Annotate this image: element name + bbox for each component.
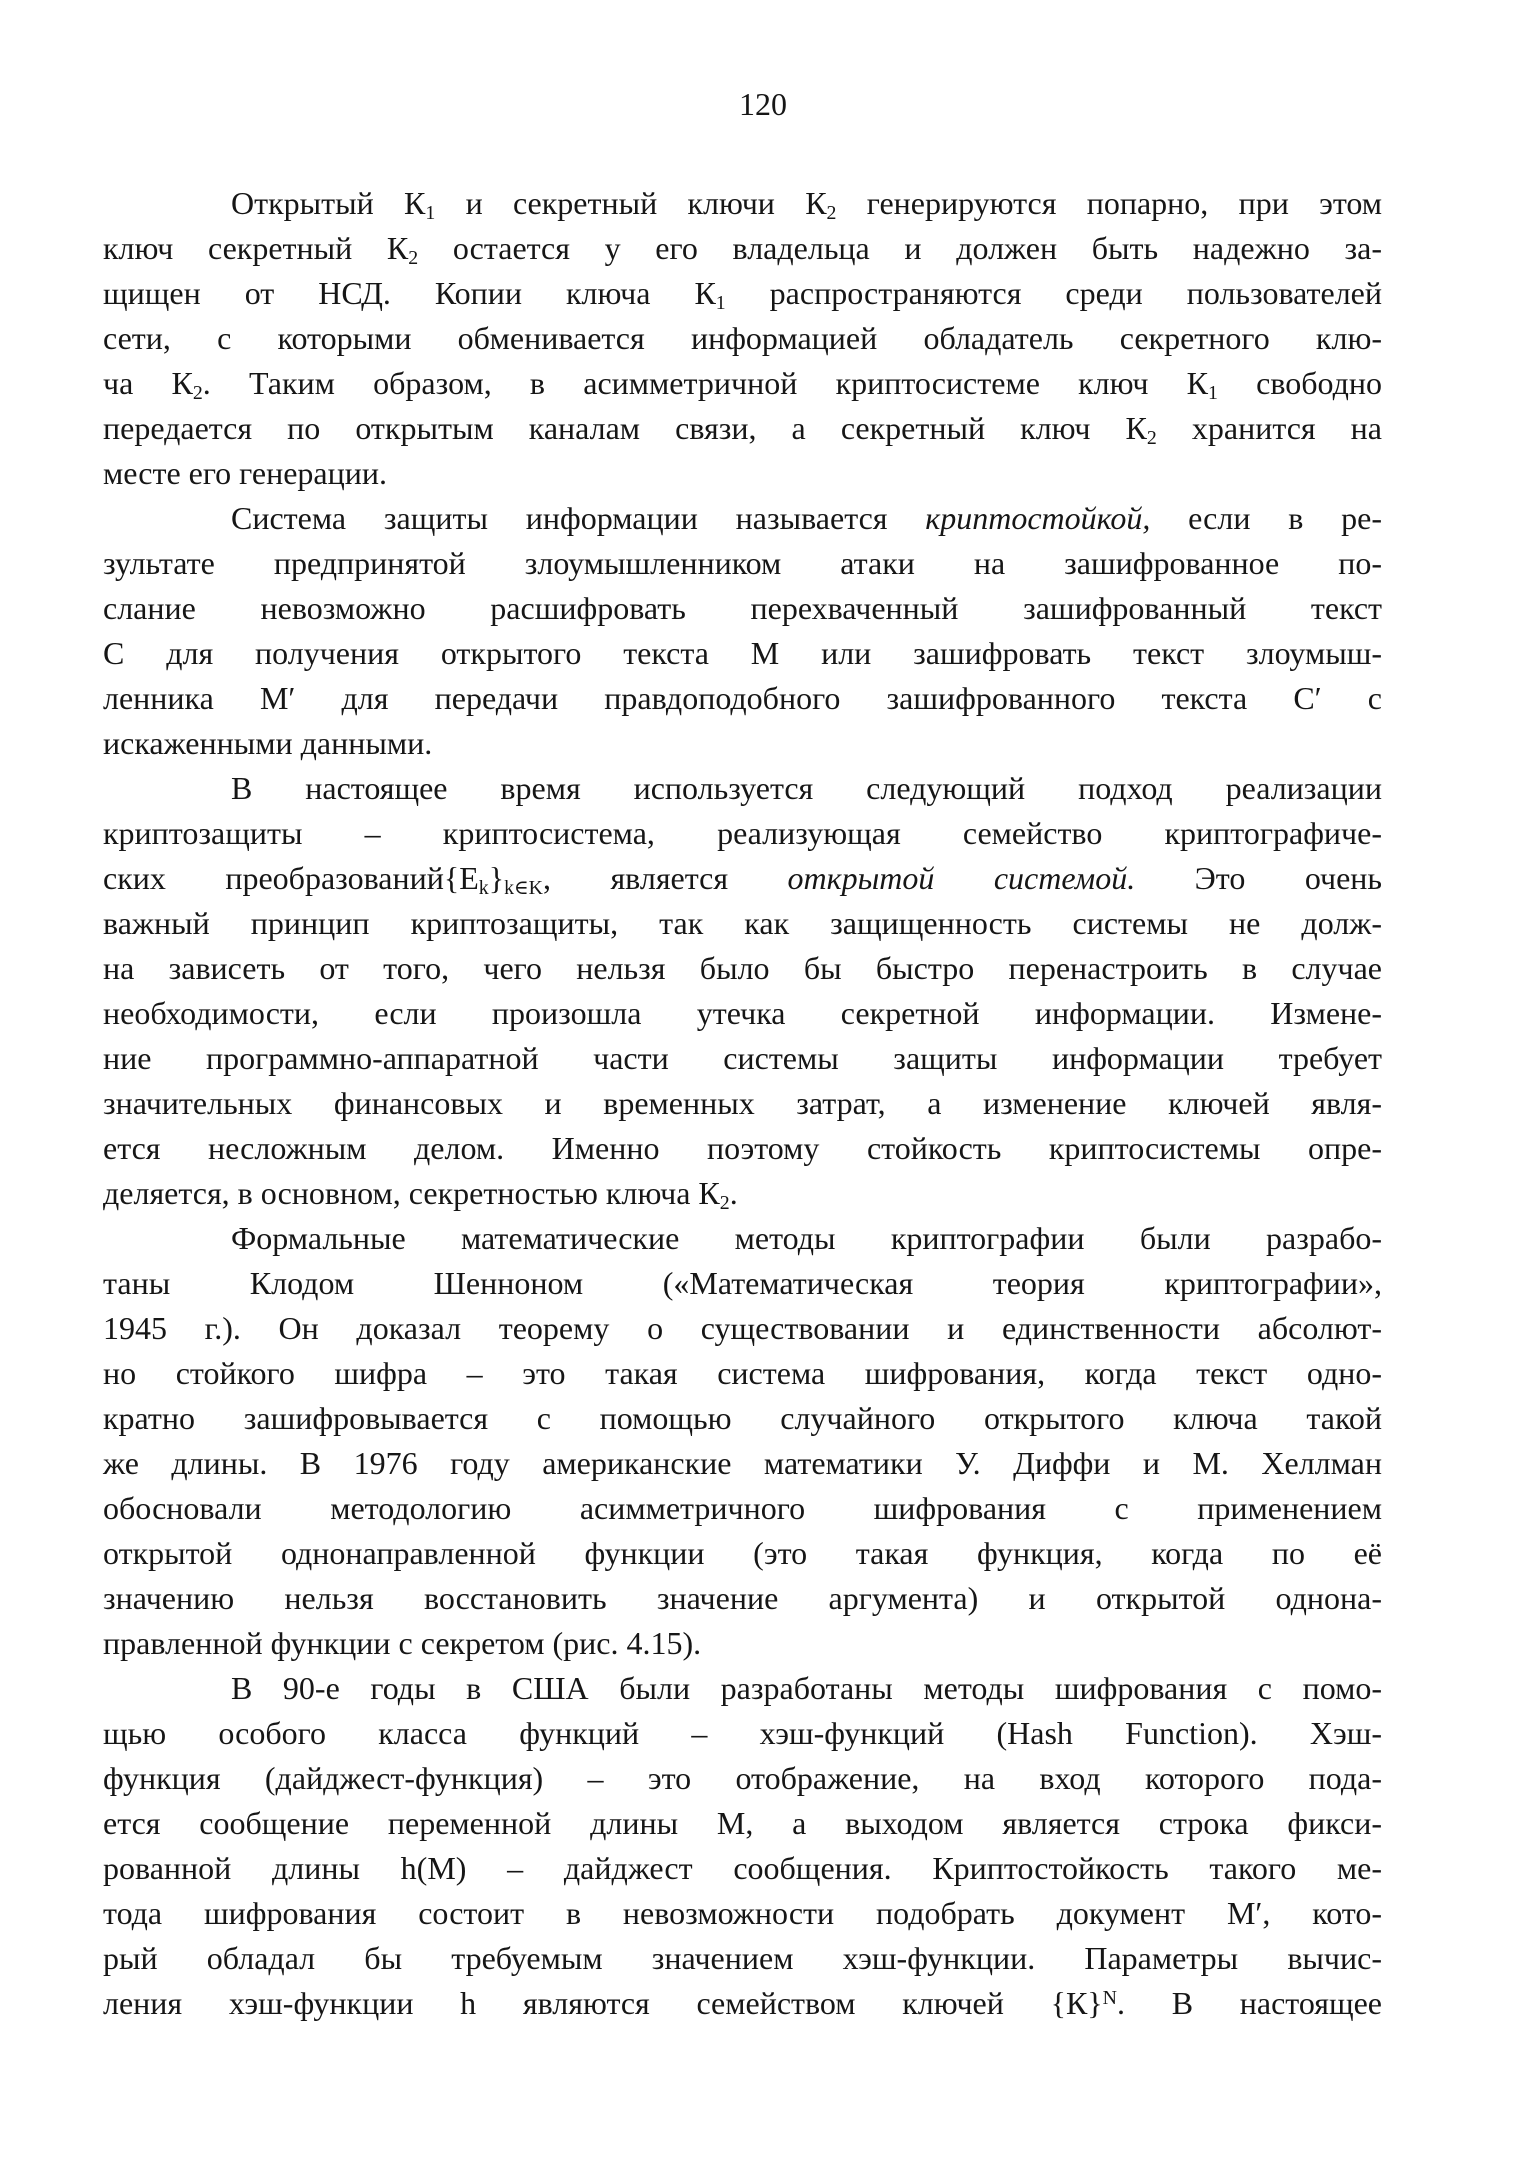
text-run: В 90-е годы в США были разработаны методы шифрования с помо- [231, 1670, 1382, 1706]
text-run: открытой однонаправленной функции (это такая функция, когда по её [103, 1535, 1382, 1571]
text-line [103, 1261, 1382, 1306]
text-run: необходимости, если произошла утечка секретной информации. Измене- [103, 995, 1382, 1031]
text-line [103, 1081, 1382, 1126]
text-line [103, 181, 1382, 226]
text-run: } [488, 860, 505, 896]
text-run: важный принцип криптозащиты, так как защищенность системы не долж- [103, 905, 1382, 941]
text-run: В настоящее время используется следующий подход реализации [231, 770, 1382, 806]
text-line [103, 811, 1382, 856]
text-line [103, 1216, 1382, 1261]
text-line [103, 451, 1382, 496]
text-run: рованной длины h(M) – дайджест сообщения. Криптостойкость такого ме- [103, 1850, 1382, 1886]
subscript-run: 2 [1146, 426, 1157, 449]
paragraph [103, 1216, 1382, 1666]
paragraph [103, 496, 1382, 766]
text-run: деляется, в основном, секретностью ключа К [103, 1175, 720, 1211]
text-run: обосновали методологию асимметричного шифрования с применением [103, 1490, 1382, 1526]
text-run: распространяются среди пользователей [725, 275, 1383, 311]
text-line [103, 1576, 1382, 1621]
text-run: . В настоящее [1116, 1985, 1382, 2021]
text-block [103, 181, 1382, 2026]
text-run: щищен от НСД. Копии ключа К [103, 275, 716, 311]
text-run: Система защиты информации называется [231, 500, 926, 536]
text-line [103, 1486, 1382, 1531]
text-line [103, 406, 1382, 451]
subscript-run: 2 [719, 1191, 730, 1214]
text-line [103, 361, 1382, 406]
text-run: ских преобразований{E [103, 860, 479, 896]
text-line [103, 1711, 1382, 1756]
text-line [103, 766, 1382, 811]
text-line [103, 1666, 1382, 1711]
text-line [103, 271, 1382, 316]
text-run: значению нельзя восстановить значение аргумента) и открытой однона- [103, 1580, 1382, 1616]
text-run: остается у его владельца и должен быть надежно за- [418, 230, 1383, 266]
text-line [103, 1936, 1382, 1981]
subscript-run: 2 [408, 246, 419, 269]
subscript-run: k [478, 876, 489, 899]
italic-run: криптостойкой, [925, 500, 1151, 536]
text-line [103, 991, 1382, 1036]
subscript-run: 2 [192, 381, 203, 404]
text-line [103, 1396, 1382, 1441]
paragraph [103, 766, 1382, 1216]
text-run: но стойкого шифра – это такая система шифрования, когда текст одно- [103, 1355, 1382, 1391]
text-run: правленной функции с секретом (рис. 4.15). [103, 1625, 702, 1661]
text-run: ча К [103, 365, 193, 401]
text-run: свободно [1217, 365, 1383, 401]
paragraph [103, 181, 1382, 496]
text-line [103, 496, 1382, 541]
text-run: же длины. В 1976 году американские математики У. Диффи и М. Хеллман [103, 1445, 1382, 1481]
text-line [103, 1846, 1382, 1891]
text-run: , является [542, 860, 788, 896]
text-run: ления хэш-функции h являются семейством ключей {К} [103, 1985, 1103, 2021]
text-run: 1945 г.). Он доказал теорему о существовании и единственности абсолют- [103, 1310, 1382, 1346]
text-run: хранится на [1156, 410, 1383, 446]
text-line [103, 721, 1382, 766]
text-line [103, 1891, 1382, 1936]
text-line [103, 1171, 1382, 1216]
text-run: . Таким образом, в асимметричной криптосистеме ключ К [202, 365, 1208, 401]
subscript-run: 1 [715, 291, 726, 314]
text-line [103, 631, 1382, 676]
text-run: функция (дайджест-функция) – это отображение, на вход которого пода- [103, 1760, 1382, 1796]
text-run: если в ре- [1150, 500, 1383, 536]
text-run: криптозащиты – криптосистема, реализующая семейство криптографиче- [103, 815, 1382, 851]
text-run: значительных финансовых и временных затрат, а изменение ключей явля- [103, 1085, 1382, 1121]
text-line [103, 316, 1382, 361]
text-run: зультате предпринятой злоумышленником атаки на зашифрованное по- [103, 545, 1382, 581]
subscript-run: 1 [425, 201, 436, 224]
italic-run: открытой системой. [787, 860, 1136, 896]
text-line [103, 1531, 1382, 1576]
text-run: рый обладал бы требуемым значением хэш-функции. Параметры вычис- [103, 1940, 1382, 1976]
text-run: искаженными данными. [103, 725, 433, 761]
text-run: кратно зашифровывается с помощью случайного открытого ключа такой [103, 1400, 1382, 1436]
text-line [103, 226, 1382, 271]
text-run: таны Клодом Шенноном («Математическая теория криптографии», [103, 1265, 1382, 1301]
text-run: тода шифрования состоит в невозможности подобрать документ М′, кото- [103, 1895, 1382, 1931]
text-run: щью особого класса функций – хэш-функций (Hash Function). Хэш- [103, 1715, 1382, 1751]
text-run: С для получения открытого текста М или зашифровать текст злоумыш- [103, 635, 1382, 671]
text-line [103, 856, 1382, 901]
page-number: 120 [739, 86, 787, 122]
text-run: ние программно-аппаратной части системы защиты информации требует [103, 1040, 1382, 1076]
text-line [103, 541, 1382, 586]
superscript-run: N [1102, 1987, 1117, 2010]
text-run: и секретный ключи К [435, 185, 827, 221]
text-run: генерируются попарно, при этом [836, 185, 1383, 221]
text-run: . [729, 1175, 738, 1211]
text-line [103, 586, 1382, 631]
text-run: ленника М′ для передачи правдоподобного зашифрованного текста С′ с [103, 680, 1382, 716]
text-run: ключ секретный К [103, 230, 409, 266]
text-run: сети, с которыми обменивается информацией обладатель секретного клю- [103, 320, 1382, 356]
text-line [103, 1621, 1382, 1666]
text-line [103, 901, 1382, 946]
paragraph [103, 1666, 1382, 2026]
text-run: передается по открытым каналам связи, а секретный ключ К [103, 410, 1147, 446]
text-run: ется сообщение переменной длины М, а выходом является строка фикси- [103, 1805, 1382, 1841]
text-line [103, 1981, 1382, 2026]
text-line [103, 946, 1382, 991]
text-line [103, 1756, 1382, 1801]
text-run: Это очень [1135, 860, 1382, 896]
text-line [103, 1351, 1382, 1396]
subscript-run: 1 [1208, 381, 1218, 404]
text-line [103, 1036, 1382, 1081]
text-run: Открытый К [231, 185, 426, 221]
text-line [103, 676, 1382, 721]
subscript-run: k∈K [504, 876, 543, 899]
text-line [103, 1441, 1382, 1486]
text-line [103, 1306, 1382, 1351]
text-run: слание невозможно расшифровать перехваченный зашифрованный текст [103, 590, 1382, 626]
text-run: Формальные математические методы криптографии были разрабо- [231, 1220, 1382, 1256]
text-run: на зависеть от того, чего нельзя было бы быстро перенастроить в случае [103, 950, 1382, 986]
text-run: ется несложным делом. Именно поэтому стойкость криптосистемы опре- [103, 1130, 1382, 1166]
text-line [103, 1126, 1382, 1171]
text-line [103, 1801, 1382, 1846]
text-run: месте его генерации. [103, 455, 387, 491]
subscript-run: 2 [826, 201, 837, 224]
